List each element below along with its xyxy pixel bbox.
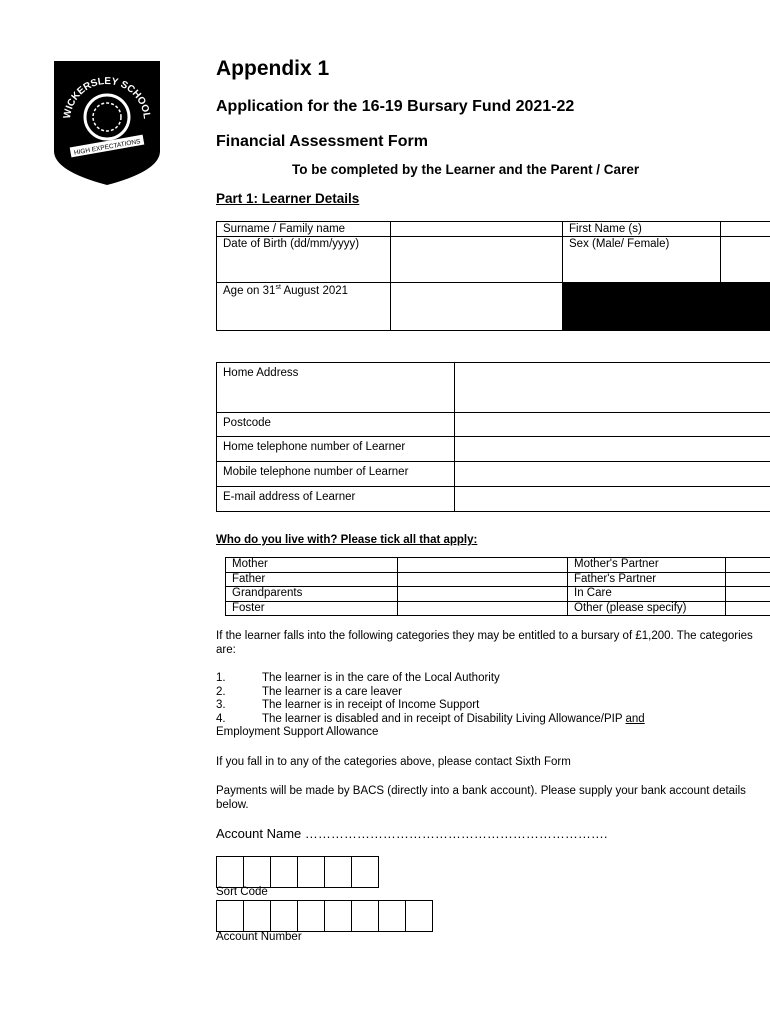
list-item: 3. The learner is in receipt of Income Support bbox=[216, 699, 480, 711]
tick-box[interactable] bbox=[398, 558, 568, 573]
list-item-continued: Employment Support Allowance bbox=[216, 726, 379, 738]
tick-box[interactable] bbox=[726, 558, 770, 573]
age-field[interactable] bbox=[391, 283, 563, 331]
digit-box[interactable] bbox=[216, 856, 244, 888]
first-name-field[interactable] bbox=[721, 222, 770, 237]
payments-note: Payments will be made by BACS (directly into a bank account). Please supply your bank account details below. bbox=[216, 785, 746, 811]
live-with-option: Grandparents bbox=[226, 587, 398, 602]
list-item: 2. The learner is a care leaver bbox=[216, 685, 402, 698]
sort-code-boxes[interactable] bbox=[217, 856, 379, 888]
postcode-label: Postcode bbox=[217, 413, 455, 437]
email-field[interactable] bbox=[455, 487, 770, 512]
account-number-label: Account Number bbox=[216, 931, 302, 943]
digit-box[interactable] bbox=[243, 900, 271, 932]
sex-field[interactable] bbox=[721, 237, 770, 283]
digit-box[interactable] bbox=[324, 856, 352, 888]
live-with-option: Father bbox=[226, 572, 398, 587]
contact-note: If you fall in to any of the categories above, please contact Sixth Form bbox=[216, 756, 571, 768]
account-name-field[interactable]: Account Name ……………………………………………………………. bbox=[216, 826, 608, 841]
live-with-option: Other (please specify) bbox=[568, 601, 726, 616]
svg-text:WICKERSLEY SCHOOL: WICKERSLEY SCHOOL bbox=[61, 75, 153, 120]
dob-field[interactable] bbox=[391, 237, 563, 283]
digit-box[interactable] bbox=[405, 900, 433, 932]
completion-instruction: To be completed by the Learner and the Parent / Carer bbox=[292, 162, 640, 177]
tick-box[interactable] bbox=[726, 601, 770, 616]
tick-box[interactable] bbox=[398, 572, 568, 587]
sort-code-label: Sort Code bbox=[216, 886, 268, 898]
home-address-field[interactable] bbox=[455, 363, 770, 413]
mobile-tel-label: Mobile telephone number of Learner bbox=[217, 462, 455, 487]
blacked-out-cell bbox=[563, 283, 770, 331]
digit-box[interactable] bbox=[351, 900, 379, 932]
digit-box[interactable] bbox=[351, 856, 379, 888]
digit-box[interactable] bbox=[297, 856, 325, 888]
form-subtitle: Financial Assessment Form bbox=[216, 133, 428, 150]
live-with-option: Foster bbox=[226, 601, 398, 616]
learner-details-table bbox=[216, 221, 770, 331]
postcode-field[interactable] bbox=[455, 413, 770, 437]
live-with-option: Father's Partner bbox=[568, 572, 726, 587]
tick-box[interactable] bbox=[398, 587, 568, 602]
form-title: Application for the 16-19 Bursary Fund 2021-22 bbox=[216, 98, 575, 115]
surname-field[interactable] bbox=[391, 222, 563, 237]
email-label: E-mail address of Learner bbox=[217, 487, 455, 512]
live-with-option: Mother's Partner bbox=[568, 558, 726, 573]
school-crest-logo bbox=[52, 59, 162, 187]
dob-label: Date of Birth (dd/mm/yyyy) bbox=[217, 237, 391, 283]
home-address-label: Home Address bbox=[217, 363, 455, 413]
digit-box[interactable] bbox=[324, 900, 352, 932]
account-number-boxes[interactable] bbox=[217, 900, 433, 932]
digit-box[interactable] bbox=[378, 900, 406, 932]
age-label: Age on 31st August 2021 bbox=[217, 283, 391, 331]
live-with-option: In Care bbox=[568, 587, 726, 602]
tick-box[interactable] bbox=[398, 601, 568, 616]
list-item: 1. The learner is in the care of the Local Authority bbox=[216, 672, 500, 684]
list-item: 4. The learner is disabled and in receipt of Disability Living Allowance/PIP and bbox=[216, 712, 645, 725]
digit-box[interactable] bbox=[270, 856, 298, 888]
live-with-heading: Who do you live with? Please tick all that apply: bbox=[216, 534, 478, 546]
mobile-tel-field[interactable] bbox=[455, 462, 770, 487]
home-tel-field[interactable] bbox=[455, 437, 770, 462]
surname-label: Surname / Family name bbox=[217, 222, 391, 237]
contact-details-table bbox=[216, 362, 770, 512]
live-with-table bbox=[225, 557, 770, 616]
tick-box[interactable] bbox=[726, 572, 770, 587]
digit-box[interactable] bbox=[243, 856, 271, 888]
digit-box[interactable] bbox=[270, 900, 298, 932]
digit-box[interactable] bbox=[216, 900, 244, 932]
eligibility-intro: If the learner falls into the following categories they may be entitled to a bursary of £1,200. The categories are: bbox=[216, 630, 753, 656]
tick-box[interactable] bbox=[726, 587, 770, 602]
appendix-heading: Appendix 1 bbox=[216, 57, 330, 80]
digit-box[interactable] bbox=[297, 900, 325, 932]
first-name-label: First Name (s) bbox=[563, 222, 721, 237]
eligibility-list bbox=[216, 672, 756, 740]
live-with-option: Mother bbox=[226, 558, 398, 573]
sex-label: Sex (Male/ Female) bbox=[563, 237, 721, 283]
svg-text:HIGH EXPECTATIONS: HIGH EXPECTATIONS bbox=[73, 138, 142, 157]
part1-heading: Part 1: Learner Details bbox=[216, 191, 360, 206]
home-tel-label: Home telephone number of Learner bbox=[217, 437, 455, 462]
